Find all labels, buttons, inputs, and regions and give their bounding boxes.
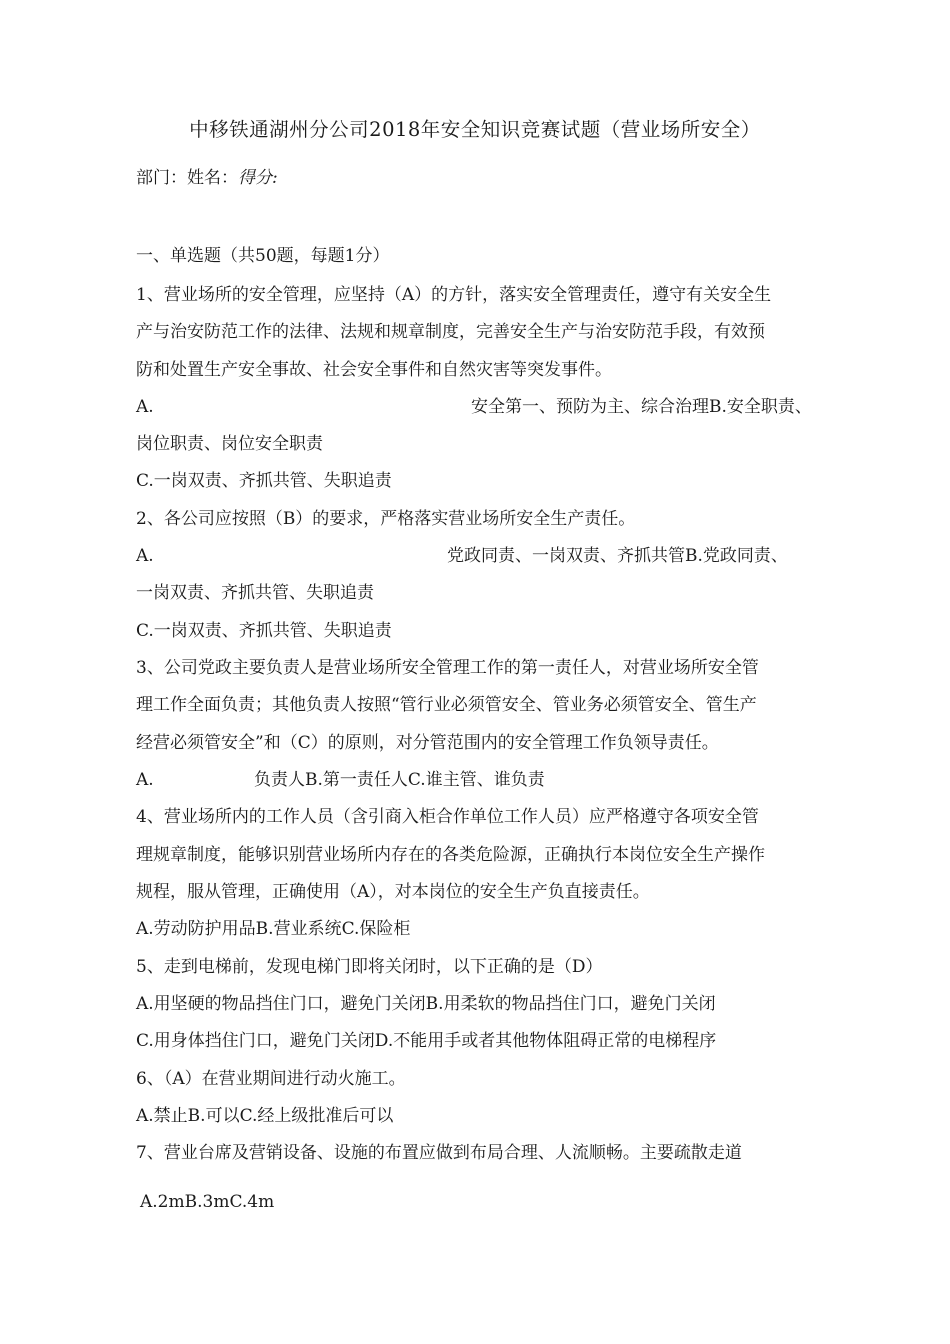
- question-4-options: A.劳动防护用品B.营业系统C.保险柜: [136, 919, 411, 939]
- document-title: 中移铁通湖州分公司2018年安全知识竞赛试题（营业场所安全）: [189, 118, 761, 141]
- question-5-line: 5、走到电梯前，发现电梯门即将关闭时，以下正确的是（D）: [136, 957, 603, 977]
- question-1-options-text: 安全第一、预防为主、综合治理B.安全职责、: [471, 397, 812, 417]
- question-6-line: 6、（A）在营业期间进行动火施工。: [136, 1069, 406, 1089]
- question-2-options-ab: [136, 544, 856, 568]
- question-7-line: 7、营业台席及营销设备、设施的布置应做到布局合理、人流顺畅。主要疏散走道: [136, 1143, 742, 1163]
- question-1-options-ab: [136, 395, 856, 419]
- question-3-option-a-marker: A.: [136, 770, 154, 790]
- question-2-line: 2、各公司应按照（B）的要求，严格落实营业场所安全生产责任。: [136, 509, 636, 529]
- question-4-line-1: 4、营业场所内的工作人员（含引商入柜合作单位工作人员）应严格遵守各项安全管: [136, 807, 759, 827]
- question-1-option-a-marker: A.: [136, 397, 154, 417]
- question-3-line-2: 理工作全面负责；其他负责人按照“管行业必须管安全、管业务必须管安全、管生产: [136, 695, 757, 715]
- question-2-option-c: C.一岗双责、齐抓共管、失职追责: [136, 621, 392, 641]
- question-2-options-cont: 一岗双责、齐抓共管、失职追责: [136, 583, 374, 603]
- question-4-line-3: 规程，服从管理，正确使用（A），对本岗位的安全生产负直接责任。: [136, 882, 650, 902]
- section-heading: 一、单选题（共50题，每题1分）: [136, 246, 390, 266]
- question-3-line-3: 经营必须管安全”和（C）的原则，对分管范围内的安全管理工作负领导责任。: [136, 733, 719, 753]
- question-1-option-c: C.一岗双责、齐抓共管、失职追责: [136, 471, 392, 491]
- question-1-line-3: 防和处置生产安全事故、社会安全事件和自然灾害等突发事件。: [136, 360, 612, 380]
- question-4-line-2: 理规章制度，能够识别营业场所内存在的各类危险源，正确执行本岗位安全生产操作: [136, 845, 765, 865]
- question-1-line-2: 产与治安防范工作的法律、法规和规章制度，完善安全生产与治安防范手段，有效预: [136, 322, 765, 342]
- question-1-line-1: 1、营业场所的安全管理，应坚持（A）的方针，落实安全管理责任，遵守有关安全生: [136, 285, 772, 305]
- question-3-options: [136, 768, 856, 792]
- question-7-options: A.2mB.3mC.4m: [140, 1192, 275, 1212]
- question-1-options-cont: 岗位职责、岗位安全职责: [136, 434, 323, 454]
- header-fields: [136, 166, 856, 190]
- question-2-option-a-marker: A.: [136, 546, 154, 566]
- question-3-line-1: 3、公司党政主要负责人是营业场所安全管理工作的第一责任人，对营业场所安全管: [136, 658, 759, 678]
- score-label: 得分:: [238, 168, 278, 188]
- question-5-options-cd: C.用身体挡住门口，避免门关闭D.不能用手或者其他物体阻碍正常的电梯程序: [136, 1031, 717, 1051]
- dept-name-label: 部门：姓名：: [136, 168, 238, 188]
- question-6-options: A.禁止B.可以C.经上级批准后可以: [136, 1106, 394, 1126]
- question-3-options-text: 负责人B.第一责任人C.谁主管、谁负责: [254, 770, 545, 790]
- question-5-options-ab: A.用坚硬的物品挡住门口，避免门关闭B.用柔软的物品挡住门口，避免门关闭: [136, 994, 716, 1014]
- question-2-options-text: 党政同责、一岗双责、齐抓共管B.党政同责、: [447, 546, 788, 566]
